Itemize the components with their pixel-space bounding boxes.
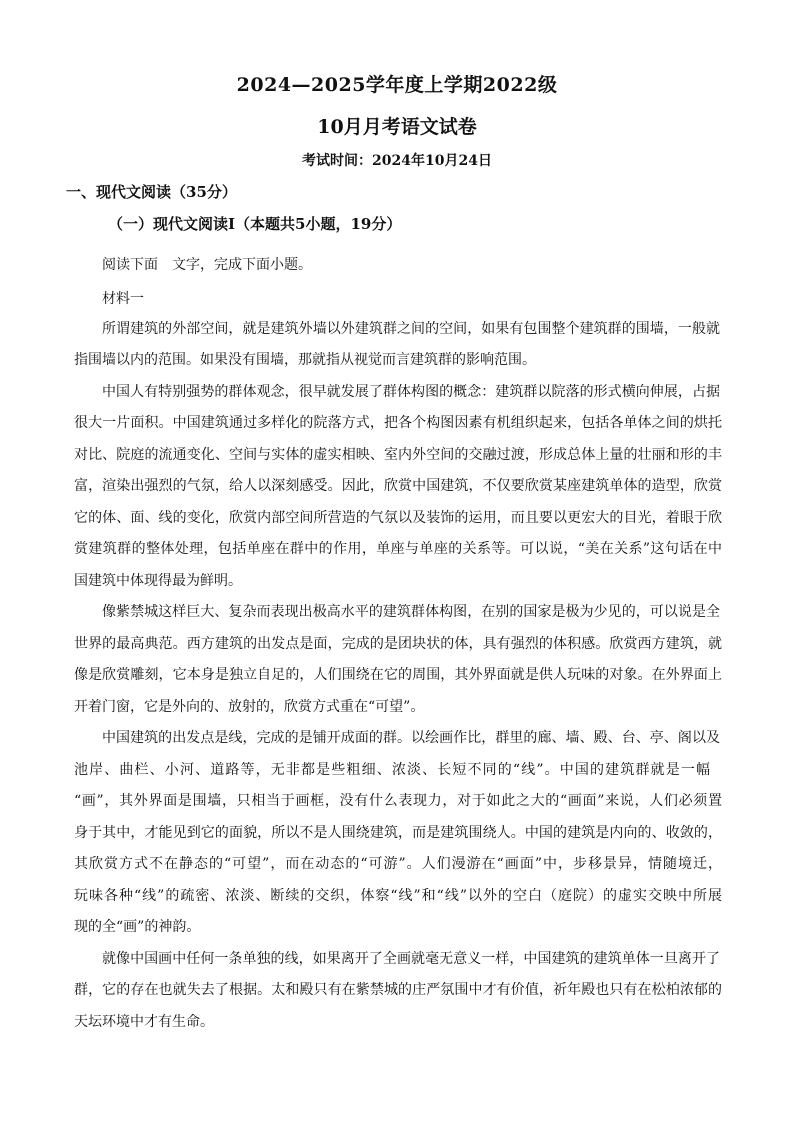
paragraph-line: 很大一片面积。中国建筑通过多样化的院落方式，把各个构图因素有机组织起来，包括各单体之间的烘托: [74, 415, 722, 431]
paragraph-line: 像紫禁城这样巨大、复杂而表现出极高水平的建筑群体构图，在别的国家是极为少见的，可以说是全: [102, 604, 720, 620]
material-label: 材料一: [102, 291, 144, 307]
paragraph-line: 赏建筑群的整体处理，包括单座在群中的作用，单座与单座的关系等。可以说，“美在关系”这句话在中: [74, 541, 722, 557]
exam-title-line1: 2024—2025学年度上学期2022级: [236, 74, 558, 96]
paragraph-line: 天坛环境中才有生命。: [74, 1014, 214, 1030]
paragraph-line: 群，它的存在也就失去了根据。太和殿只有在紫禁城的庄严氛围中才有价值，祈年殿也只有在松柏浓郁的: [74, 982, 722, 998]
paragraph-line: 对比、院庭的流通变化、空间与实体的虚实相映、室内外空间的交融过渡，形成总体上量的壮丽和形的丰: [74, 447, 722, 463]
paragraph-line: 就像中国画中任何一条单独的线，如果离开了全画就毫无意义一样，中国建筑的建筑单体一旦离开了: [102, 951, 720, 967]
paragraph-line: 中国建筑的出发点是线，完成的是铺开成面的群。以绘画作比，群里的廊、墙、殿、台、亭、阁以及: [102, 730, 720, 746]
exam-title-line2: 10月月考语文试卷: [317, 116, 477, 138]
paragraph-line: 玩味各种“线”的疏密、浓淡、断续的交织，体察“线”和“线”以外的空白（庭院）的虚实交映中所展: [74, 888, 722, 904]
paragraph-line: 它的体、面、线的变化，欣赏内部空间所营造的气氛以及装饰的运用，而且要以更宏大的目光，着眼于欣: [74, 510, 722, 526]
paragraph-line: 所谓建筑的外部空间，就是建筑外墙以外建筑群之间的空间，如果有包围整个建筑群的围墙，一般就: [102, 321, 720, 337]
paragraph-line: 中国人有特别强势的群体观念，很早就发展了群体构图的概念：建筑群以院落的形式横向伸展，占据: [102, 384, 720, 400]
paragraph-line: 富，渲染出强烈的气氛，给人以深刻感受。因此，欣赏中国建筑，不仅要欣赏某座建筑单体的造型，欣赏: [74, 478, 722, 494]
paragraph-line: 其欣赏方式不在静态的“可望”，而在动态的“可游”。人们漫游在“画面”中，步移景异，情随境迁，: [74, 856, 722, 872]
paragraph-line: 现的全“画”的神韵。: [74, 919, 201, 935]
exam-time: 考试时间：2024年10月24日: [302, 153, 492, 169]
paragraph-line: 指围墙以内的范围。如果没有围墙，那就指从视觉而言建筑群的影响范围。: [74, 352, 536, 368]
instruction-line: 阅读下面 文字，完成下面小题。: [102, 257, 312, 273]
paragraph-line: 身于其中，才能见到它的面貌，所以不是人围绕建筑，而是建筑围绕人。中国的建筑是内向的、收敛的，: [74, 825, 722, 841]
paragraph-line: 池岸、曲栏、小河、道路等，无非都是些粗细、浓淡、长短不同的“线”。中国的建筑群就是一幅: [74, 762, 710, 778]
section-heading: 一、现代文阅读（35分）: [66, 183, 237, 201]
paragraph-line: 国建筑中体现得最为鲜明。: [74, 573, 242, 589]
paragraph-line: 开着门窗，它是外向的、放射的，欣赏方式重在“可望”。: [74, 699, 425, 715]
paragraph-line: 世界的最高典范。西方建筑的出发点是面，完成的是团块状的体，具有强烈的体积感。欣赏西方建筑，就: [74, 636, 722, 652]
subsection-heading: （一）现代文阅读Ⅰ（本题共5小题，19分）: [108, 215, 402, 233]
paragraph-line: 像是欣赏雕刻，它本身是独立自足的，人们围绕在它的周围，其外界面就是供人玩味的对象。在外界面上: [74, 667, 722, 683]
paragraph-line: “画”，其外界面是围墙，只相当于画框，没有什么表现力，对于如此之大的“画面”来说，人们必须置: [74, 793, 722, 809]
